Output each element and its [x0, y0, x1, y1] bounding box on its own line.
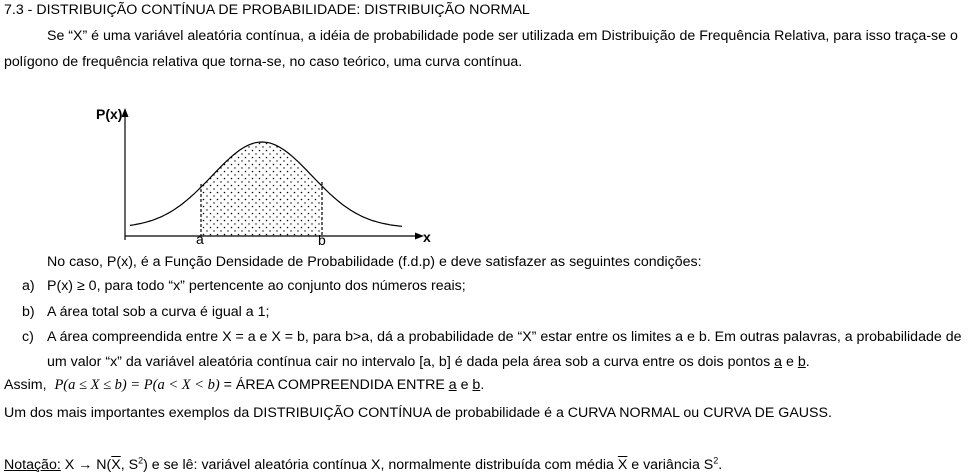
assim-line: Assim, P(a ≤ X ≤ b) = P(a < X < b) = ÁREA COMPREENDIDA ENTRE a e b. [4, 377, 485, 393]
condition-c-text-line-2: um valor “x” da variável aleatória contínua cair no intervalo [a, b] é dada pela área sob a curva entre os dois pontos a e b. [47, 354, 810, 370]
pdf-description: No caso, P(x), é a Função Densidade de Probabilidade (f.d.p) e deve satisfazer as seguintes condições: [47, 254, 702, 270]
probability-formula: P(a ≤ X ≤ b) = P(a < X < b) [54, 377, 220, 393]
notation-line: Notação: $X \to N(\overline{X}$, $S^2$) e se lê: variável aleatória contínua X, normalmente distribuída com média $\overline{X}$ e variância $S^2$. [4, 455, 723, 473]
intro-paragraph-line-2: polígono de frequência relativa que torna-se, no caso teórico, uma curva contínua. [4, 54, 523, 70]
section-heading: 7.3 - DISTRIBUIÇÃO CONTÍNUA DE PROBABILIDADE: DISTRIBUIÇÃO NORMAL [4, 2, 530, 18]
gauss-paragraph: Um dos mais importantes exemplos da DISTRIBUIÇÃO CONTÍNUA de probabilidade é a CURVA NORMAL ou CURVA DE GAUSS. [4, 405, 832, 421]
normal-curve-figure [90, 100, 450, 255]
intro-paragraph-line-1: Se “X” é uma variável aleatória contínua, a idéia de probabilidade pode ser utilizada em Distribuição de Frequência Relativa, para isso traça-se o [47, 28, 958, 44]
mean-symbol-2: $\overline{X}$ [617, 457, 628, 473]
y-axis-label: P(x) [96, 106, 123, 122]
condition-a-marker: a) [22, 278, 35, 294]
condition-a-text: P(x) ≥ 0, para todo “x” pertencente ao conjunto dos números reais; [47, 278, 466, 294]
x-axis-label: x [423, 229, 431, 245]
shaded-area-a-b [130, 142, 402, 236]
condition-c-marker: c) [22, 329, 34, 345]
condition-b-marker: b) [22, 304, 35, 320]
condition-c-text: A área compreendida entre X = a e X = b, para b>a, dá a probabilidade de “X” estar entre os limites a e b. Em outras palavras, a probabilidade de [47, 329, 962, 345]
condition-b-text: A área total sob a curva é igual a 1; [47, 304, 270, 320]
point-a-label: a [196, 231, 204, 247]
point-b-label: b [318, 232, 326, 248]
notation-label: Notação: [4, 457, 61, 473]
y-axis-arrow [122, 108, 129, 117]
mean-symbol: $\overline{X}$ [111, 457, 121, 473]
